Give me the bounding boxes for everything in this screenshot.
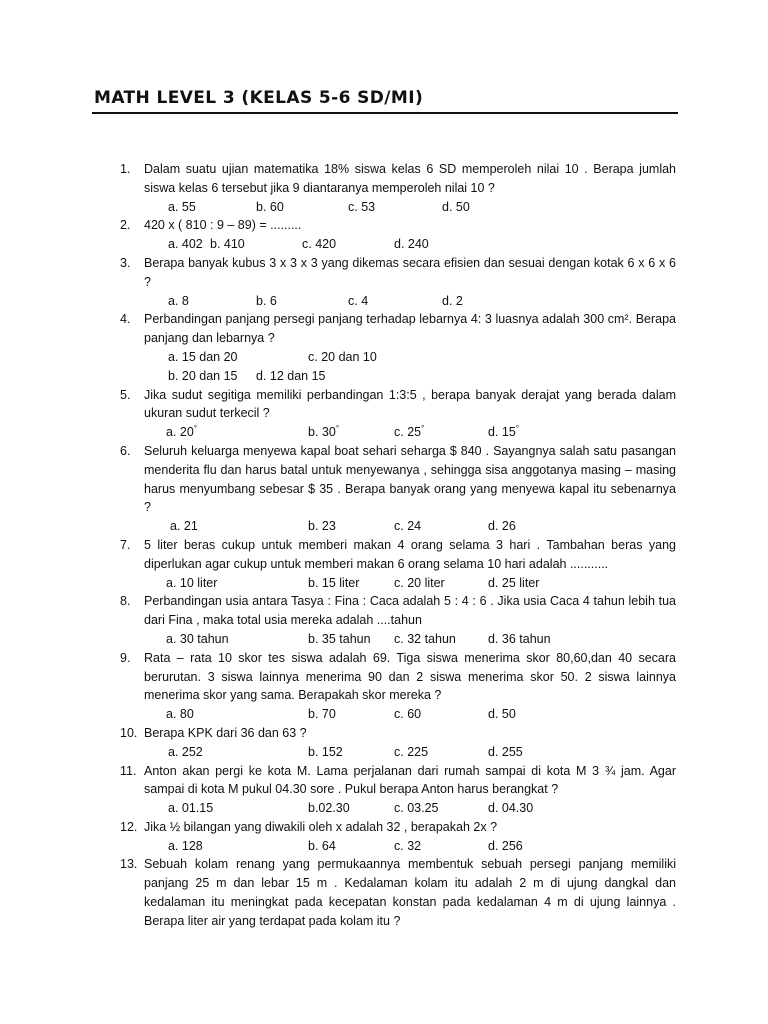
option-b: b. 70 <box>308 707 336 722</box>
question-number: 12. <box>120 819 138 834</box>
option-d: d. 50 <box>442 199 470 214</box>
option-a: a. 15 dan 20 <box>168 349 238 364</box>
question-text: Berapa KPK dari 36 dan 63 ? <box>144 725 307 740</box>
question-3 <box>120 254 676 310</box>
option-a: a. 128 <box>168 838 203 853</box>
question-1 <box>120 160 676 216</box>
question-8 <box>120 592 676 648</box>
option-b: b. 23 <box>308 519 336 534</box>
option-a: a. 10 liter <box>166 575 218 590</box>
option-a: a. 30 tahun <box>166 631 229 646</box>
question-text: Berapa banyak kubus 3 x 3 x 3 yang dikemas secara efisien dan sesuai dengan kotak 6 x 6 x 6 ? <box>144 255 676 289</box>
option-c: c. 420 <box>302 237 337 252</box>
option-a: a. 55 <box>168 199 196 214</box>
option-d: d. 12 dan 15 <box>256 368 326 383</box>
question-9 <box>120 649 676 724</box>
option-a: a. 20° <box>166 424 198 440</box>
question-6 <box>120 442 676 536</box>
option-d: d. 36 tahun <box>488 631 551 646</box>
answer-options <box>144 837 676 856</box>
question-number: 8. <box>120 594 131 609</box>
option-b: b. 35 tahun <box>308 631 371 646</box>
question-text: 420 x ( 810 : 9 – 89) = ......... <box>144 218 302 233</box>
option-c: c. 20 dan 10 <box>308 349 377 364</box>
question-number: 9. <box>120 650 131 665</box>
option-d: d. 50 <box>488 707 516 722</box>
option-c: c. 03.25 <box>394 801 439 816</box>
option-d: d. 256 <box>488 838 523 853</box>
option-c: c. 53 <box>348 199 376 214</box>
answer-options <box>144 799 676 818</box>
question-4 <box>120 310 676 385</box>
option-a: a. 01.15 <box>168 801 214 816</box>
option-b: b. 30° <box>308 424 340 440</box>
option-b: b. 410 <box>210 237 245 252</box>
answer-options <box>144 574 676 593</box>
question-number: 3. <box>120 255 131 270</box>
question-number: 1. <box>120 162 131 176</box>
question-11 <box>120 762 676 818</box>
answer-options <box>144 517 676 536</box>
answer-options <box>144 198 676 217</box>
option-d: d. 2 <box>442 293 463 308</box>
question-number: 11. <box>120 763 137 778</box>
question-number: 10. <box>120 725 138 740</box>
option-a: a. 80 <box>166 707 194 722</box>
option-d: d. 25 liter <box>488 575 540 590</box>
option-b: b.02.30 <box>308 801 350 816</box>
option-b: b. 64 <box>308 838 336 853</box>
answer-options <box>144 630 676 649</box>
option-a: a. 21 <box>170 519 198 534</box>
option-c: c. 32 tahun <box>394 631 456 646</box>
option-c: c. 225 <box>394 744 429 759</box>
option-a: a. 252 <box>168 744 203 759</box>
option-c: c. 60 <box>394 707 422 722</box>
answer-options <box>144 235 676 254</box>
question-list <box>120 160 676 931</box>
answer-options <box>144 743 676 762</box>
option-b: b. 15 liter <box>308 575 360 590</box>
answer-options <box>144 705 676 724</box>
option-d: d. 255 <box>488 744 523 759</box>
question-text: Seluruh keluarga menyewa kapal boat sehari seharga $ 840 . Sayangnya salah satu pasangan menderita flu dan harus batal untuk menyewanya , sehingga sisa anggotanya masing – masing harus menyumbang sebesar $ 35 . Berapa banyak orang yang menyewa kapal itu sebenarnya ? <box>144 443 676 515</box>
option-c: c. 20 liter <box>394 575 445 590</box>
question-text: Dalam suatu ujian matematika 18% siswa kelas 6 SD memperoleh nilai 10 . Berapa jumlah siswa kelas 6 tersebut jika 9 diantaranya memperoleh nilai 10 ? <box>144 162 676 195</box>
title-underline <box>92 112 678 114</box>
question-7 <box>120 536 676 592</box>
page-title: MATH LEVEL 3 (KELAS 5-6 SD/MI) <box>94 88 424 108</box>
question-12 <box>120 818 676 856</box>
option-b: b. 152 <box>308 744 343 759</box>
question-text: Perbandingan panjang persegi panjang terhadap lebarnya 4: 3 luasnya adalah 300 cm². Berapa panjang dan lebarnya ? <box>144 312 676 346</box>
option-c: c. 24 <box>394 519 422 534</box>
question-text: Anton akan pergi ke kota M. Lama perjalanan dari rumah sampai di kota M 3 ¾ jam. Agar sampai di kota M pukul 04.30 sore . Pukul berapa Anton harus berangkat ? <box>144 763 676 797</box>
question-text: Jika ½ bilangan yang diwakili oleh x adalah 32 , berapakah 2x ? <box>144 819 498 834</box>
option-c: c. 25° <box>394 424 425 440</box>
question-13 <box>120 855 676 930</box>
option-d: d. 04.30 <box>488 801 534 816</box>
option-b: b. 20 dan 15 <box>168 368 238 383</box>
option-d: d. 240 <box>394 237 429 252</box>
question-number: 2. <box>120 218 131 233</box>
option-d: d. 15° <box>488 424 520 440</box>
question-text: Sebuah kolam renang yang permukaannya membentuk sebuah persegi panjang memiliki panjang 25 m dan lebar 15 m . Kedalaman kolam itu adalah 2 m di ujung dangkal dan kedalaman itu meningkat pada kecepatan konstan pada kedalaman 4 m di ujung lainnya . Berapa liter air yang terdapat pada kolam itu ? <box>144 857 676 928</box>
question-number: 5. <box>120 387 131 402</box>
option-c: c. 4 <box>348 293 369 308</box>
answer-options <box>144 292 676 311</box>
option-c: c. 32 <box>394 838 422 853</box>
question-5 <box>120 386 676 442</box>
question-2 <box>120 216 676 254</box>
question-number: 4. <box>120 312 131 327</box>
question-text: 5 liter beras cukup untuk memberi makan 4 orang selama 3 hari . Tambahan beras yang diperlukan agar cukup untuk memberi makan 6 orang selama 10 hari adalah ........... <box>144 537 676 571</box>
question-text: Perbandingan usia antara Tasya : Fina : Caca adalah 5 : 4 : 6 . Jika usia Caca 4 tahun lebih tua dari Fina , maka total usia mereka adalah ....tahun <box>144 594 676 628</box>
question-number: 6. <box>120 443 131 458</box>
question-number: 13. <box>120 857 138 872</box>
answer-options <box>144 348 676 367</box>
option-b: b. 60 <box>256 199 284 214</box>
option-d: d. 26 <box>488 519 516 534</box>
answer-options <box>144 423 676 442</box>
answer-options <box>144 367 676 386</box>
option-b: b. 6 <box>256 293 277 308</box>
question-text: Jika sudut segitiga memiliki perbandingan 1:3:5 , berapa banyak derajat yang berada dalam ukuran sudut terkecil ? <box>144 387 676 421</box>
option-a: a. 8 <box>168 293 189 308</box>
question-text: Rata – rata 10 skor tes siswa adalah 69. Tiga siswa menerima skor 80,60,dan 40 secara berurutan. 3 siswa lainnya menerima 90 dan 2 siswa menerima skor 50. 2 siswa lainnya menerima skor yang sama. Berapakah skor mereka ? <box>144 650 676 703</box>
question-number: 7. <box>120 537 131 552</box>
question-10 <box>120 724 676 762</box>
option-a: a. 402 <box>168 237 203 252</box>
